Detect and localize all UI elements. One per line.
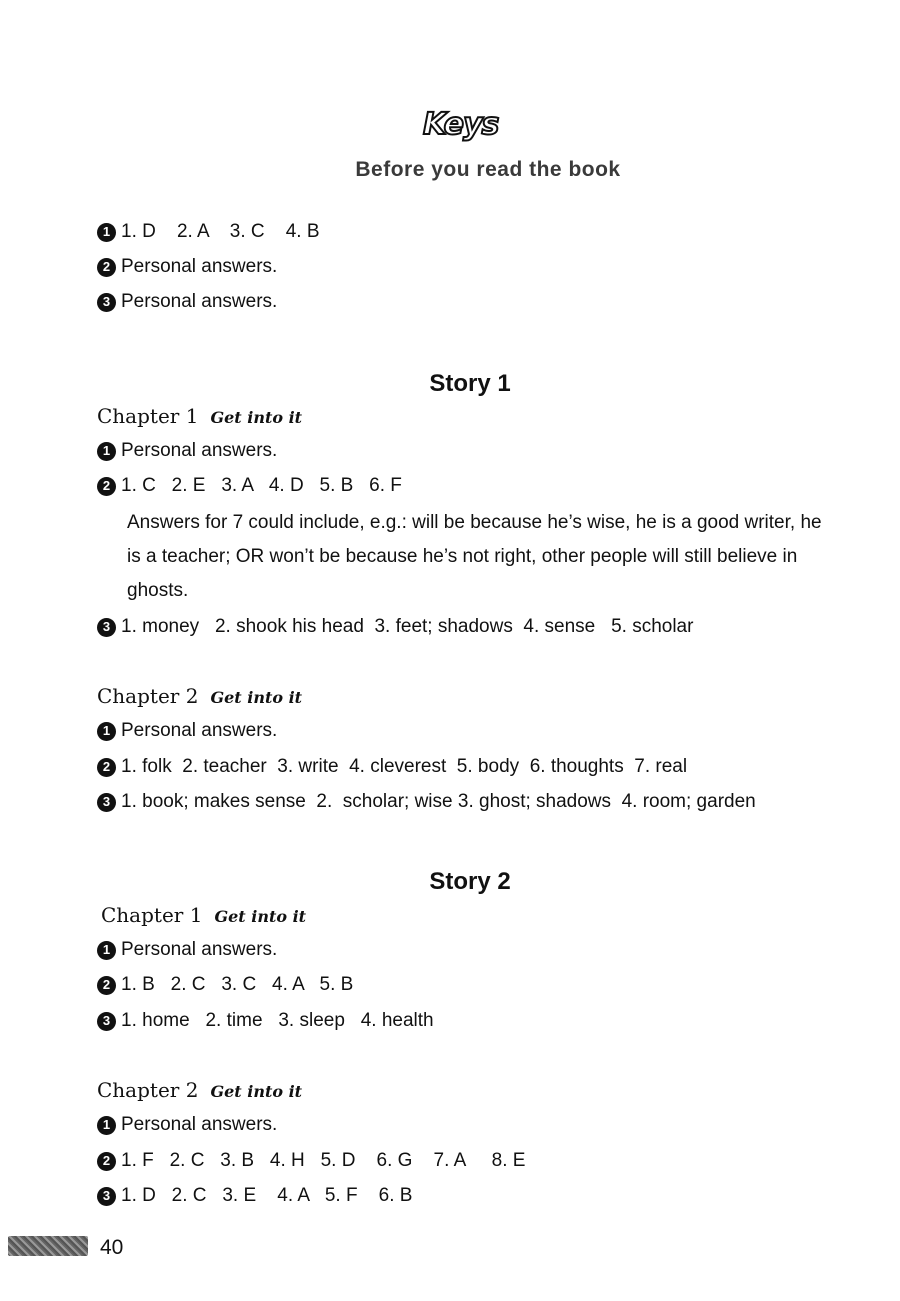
answer-text: 1. book; makes sense 2. scholar; wise 3. ghost; shadows 4. room; garden bbox=[121, 791, 756, 812]
answer-text: 1. home 2. time 3. sleep 4. health bbox=[121, 1010, 434, 1031]
story1-ch2-item-2 bbox=[97, 755, 687, 779]
story2-chapter1-heading bbox=[101, 903, 306, 927]
keys-logo: Keys bbox=[423, 107, 499, 142]
story2-chapter2-heading bbox=[97, 1078, 302, 1102]
section-subtitle: Before you read the book bbox=[355, 158, 621, 181]
answer-text: 1. D 2. A 3. C 4. B bbox=[121, 221, 320, 242]
number-badge: 2 bbox=[97, 477, 116, 496]
story2-ch2-item-1 bbox=[97, 1113, 277, 1137]
answer-text: 1. D 2. C 3. E 4. A 5. F 6. B bbox=[121, 1185, 413, 1206]
answer-text: Personal answers. bbox=[121, 256, 278, 277]
number-badge: 3 bbox=[97, 1187, 116, 1206]
story2-ch1-item-2 bbox=[97, 973, 353, 997]
number-badge: 1 bbox=[97, 1116, 116, 1135]
story1-ch1-item-3 bbox=[97, 615, 693, 639]
answer-text: 1. B 2. C 3. C 4. A 5. B bbox=[121, 974, 354, 995]
story1-ch1-item-2 bbox=[97, 474, 402, 498]
number-badge: 1 bbox=[97, 223, 116, 242]
chapter-label: Chapter 1 bbox=[101, 903, 203, 927]
get-into-it-label: Get into it bbox=[210, 408, 303, 427]
story2-ch1-item-3 bbox=[97, 1009, 434, 1033]
story1-ch2-item-1 bbox=[97, 719, 277, 743]
intro-item-2 bbox=[97, 255, 277, 279]
number-badge: 2 bbox=[97, 976, 116, 995]
answer-text: 1. F 2. C 3. B 4. H 5. D 6. G 7. A 8. E bbox=[121, 1150, 526, 1171]
answer-paragraph: Answers for 7 could include, e.g.: will be because he’s wise, he is a good writer, he is a teacher; OR won’t be because he’s not right, other people will still believe in ghosts. bbox=[127, 512, 822, 601]
number-badge: 2 bbox=[97, 758, 116, 777]
number-badge: 3 bbox=[97, 293, 116, 312]
story1-chapter2-heading bbox=[97, 684, 302, 708]
chapter-label: Chapter 2 bbox=[97, 1078, 199, 1102]
story2-ch2-item-2 bbox=[97, 1149, 525, 1173]
number-badge: 2 bbox=[97, 258, 116, 277]
story1-ch1-item-1 bbox=[97, 439, 277, 463]
answer-text: Personal answers. bbox=[121, 291, 278, 312]
page-number: 40 bbox=[100, 1236, 124, 1259]
chapter-label: Chapter 1 bbox=[97, 404, 199, 428]
story1-ch2-item-3 bbox=[97, 790, 756, 814]
chapter-label: Chapter 2 bbox=[97, 684, 199, 708]
number-badge: 2 bbox=[97, 1152, 116, 1171]
answer-text: 1. money 2. shook his head 3. feet; shadows 4. sense 5. scholar bbox=[121, 616, 694, 637]
story1-chapter1-heading bbox=[97, 404, 302, 428]
footer-decoration-bar bbox=[8, 1236, 88, 1256]
number-badge: 1 bbox=[97, 722, 116, 741]
story2-ch1-item-1 bbox=[97, 938, 277, 962]
answer-text: Personal answers. bbox=[121, 939, 278, 960]
answer-text: Personal answers. bbox=[121, 440, 278, 461]
answer-text: Personal answers. bbox=[121, 1114, 278, 1135]
story-1-title: Story 1 bbox=[429, 370, 511, 397]
number-badge: 3 bbox=[97, 618, 116, 637]
get-into-it-label: Get into it bbox=[214, 907, 307, 926]
number-badge: 1 bbox=[97, 442, 116, 461]
get-into-it-label: Get into it bbox=[210, 688, 303, 707]
intro-item-1 bbox=[97, 220, 320, 244]
number-badge: 3 bbox=[97, 1012, 116, 1031]
get-into-it-label: Get into it bbox=[210, 1082, 303, 1101]
story-2-title: Story 2 bbox=[429, 868, 511, 895]
number-badge: 3 bbox=[97, 793, 116, 812]
intro-item-3 bbox=[97, 290, 277, 314]
answer-text: 1. folk 2. teacher 3. write 4. cleverest 5. body 6. thoughts 7. real bbox=[121, 756, 688, 777]
answer-text: Personal answers. bbox=[121, 720, 278, 741]
answer-text: 1. C 2. E 3. A 4. D 5. B 6. F bbox=[121, 475, 402, 496]
story2-ch2-item-3 bbox=[97, 1184, 412, 1208]
number-badge: 1 bbox=[97, 941, 116, 960]
